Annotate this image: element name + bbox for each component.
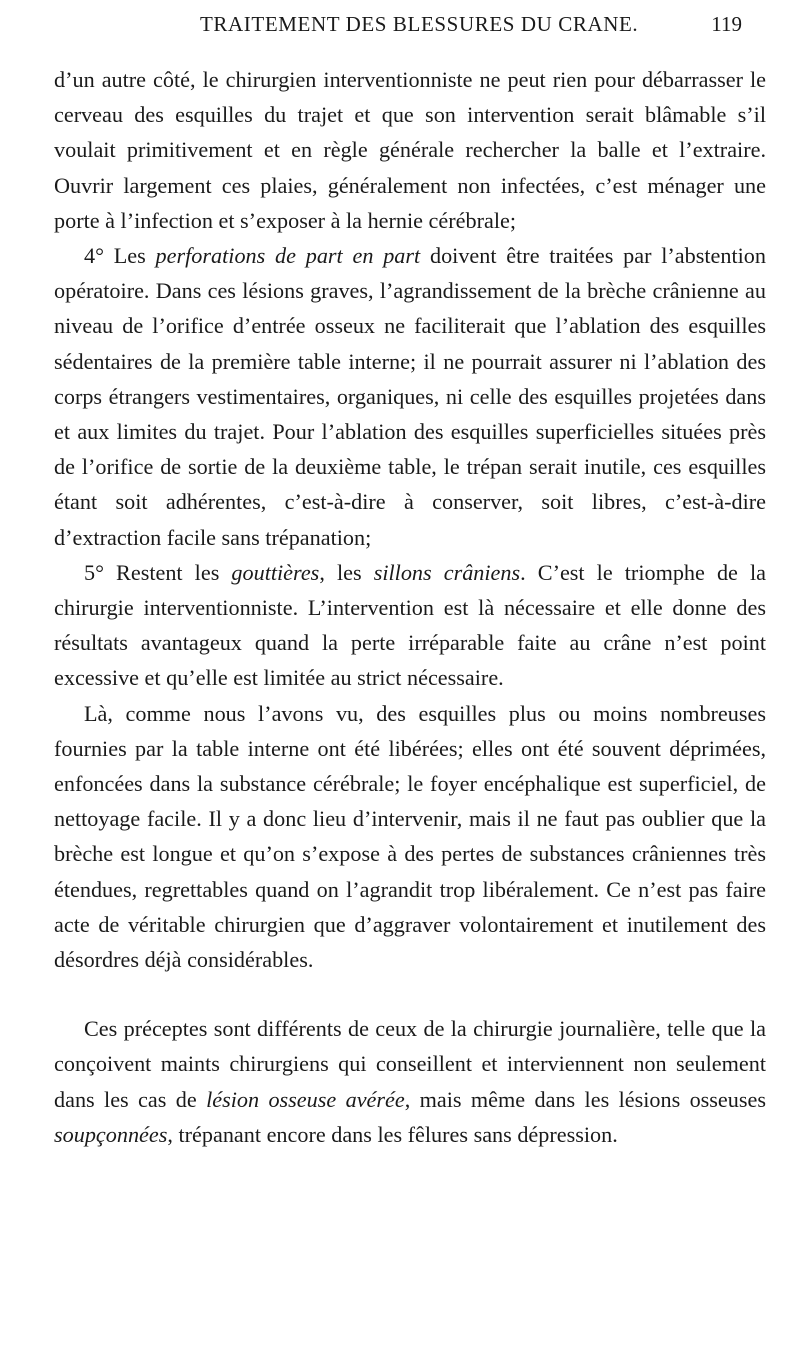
body-text [54, 62, 766, 1152]
paragraph-3-italic-sillons: sillons crâniens [373, 559, 521, 585]
paragraph-1 [54, 62, 766, 238]
page-number: 119 [711, 12, 742, 36]
paragraph-3-text-b: , les [319, 559, 374, 585]
paragraph-4-text: Là, comme nous l’avons vu, des esquilles plus ou moins nombreuses fournies par la table interne ont été libérées; elles ont été souvent déprimées, enfoncées dans la substance cérébrale; le foyer encéphalique est superficiel, de nettoyage facile. Il y a donc lieu d’intervenir, mais il ne faut pas oublier que la brèche est longue et qu’on s’expose à des pertes de substances crâniennes très étendues, regrettables quand on l’agrandit trop libéralement. Ce n’est pas faire acte de véritable chirurgien que d’aggraver volontairement et inutilement des désordres déjà considérables. [54, 700, 766, 973]
paragraph-1-text: d’un autre côté, le chirurgien interventionniste ne peut rien pour débarrasser le cerveau des esquilles du trajet et que son intervention serait blâmable s’il voulait primitivement et en règle générale rechercher la balle et l’extraire. Ouvrir largement ces plaies, généralement non infectées, c’est ménager une porte à l’infection et s’exposer à la hernie cérébrale; [54, 67, 766, 233]
paragraph-3-text-c: . C’est le triomphe de la chirurgie interventionniste. L’intervention est là nécessaire et elle donne des résultats avantageux quand la perte irréparable faite au crâne n’est point excessive et qu’elle est limitée au strict nécessaire. [54, 559, 766, 691]
paragraph-gouttieres [54, 555, 766, 696]
paragraph-preceptes [54, 1011, 766, 1152]
paragraph-5-italic-lesion: lésion osseuse avérée [206, 1086, 405, 1112]
paragraph-5-text-b: , mais même dans les lésions osseuses [404, 1086, 766, 1112]
paragraph-5-text-a: Ces préceptes sont différents de ceux de la chirurgie journalière, telle que la conçoivent maints chirurgiens qui conseillent et interviennent non seulement dans les cas de [54, 1016, 766, 1112]
running-title: TRAITEMENT DES BLESSURES DU CRANE. [200, 12, 639, 36]
paragraph-perforations [54, 238, 766, 555]
paragraph-5-text-c: , trépanant encore dans les fêlures sans dépression. [167, 1121, 618, 1147]
page-header [0, 8, 800, 48]
paragraph-3-text-a: 5° Restent les [84, 559, 232, 585]
paragraph-2-text-a: 4° Les [84, 243, 156, 269]
paragraph-5-italic-soupconnees: soupçonnées [54, 1121, 168, 1147]
paragraph-2-text-b: doivent être traitées par l’abstention opératoire. Dans ces lésions graves, l’agrandissement de la brèche crânienne au niveau de l’orifice d’entrée osseux ne faciliterait que l’ablation des esquilles sédentaires de la première table interne; il ne pourrait assurer ni l’ablation des corps étrangers vestimentaires, organiques, ni celle des esquilles projetées dans et aux limites du trajet. Pour l’ablation des esquilles superficielles situées près de l’orifice de sortie de la deuxième table, le trépan serait inutile, ces esquilles étant soit adhérentes, c’est-à-dire à conserver, soit libres, c’est-à-dire d’extraction facile sans trépanation; [54, 243, 766, 550]
paragraph-2-italic-perforations: perforations de part en part [155, 243, 421, 269]
paragraph-la-comme [54, 696, 766, 978]
paragraph-3-italic-gouttieres: gouttières [231, 559, 320, 585]
